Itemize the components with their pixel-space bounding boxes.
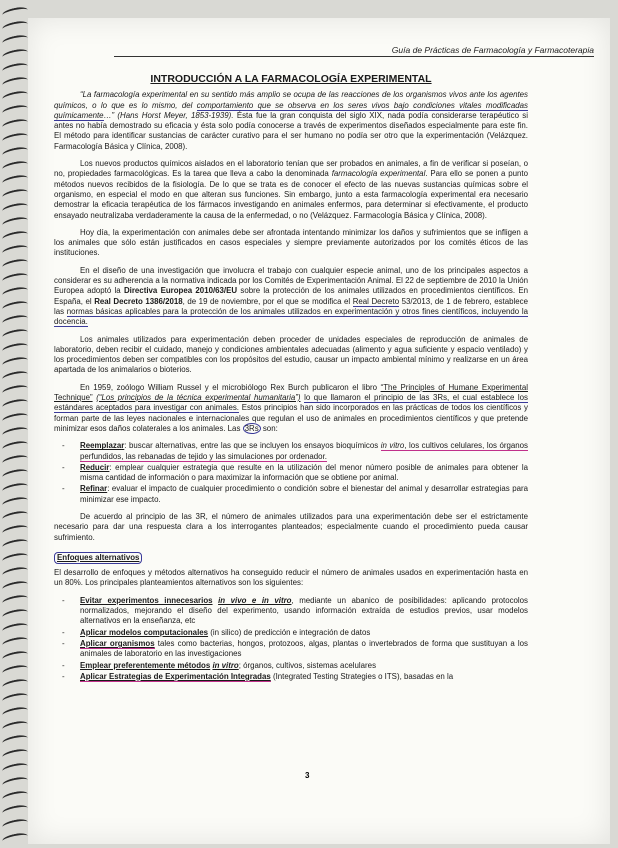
spiral-coil <box>1 467 28 481</box>
paragraph-6: En 1959, zoólogo William Russel y el microbiólogo Rex Burch publicaron el libro “The Principles of Humane Experimental Technique” (“Los principios de la técnica experimental humanitaria”) lo que llamaron el principio de las 3Rs, el cual establece los estándares aceptados para investigar con animales. Estos principios han sido incorporados en las prácticas de todos los científicos y forman parte de las leyes nacionales e internacionales que regulan el uso de animales en procedimientos científicos y que pretende minimizar esos daños colaterales a los animales. Las 3Rs son: <box>54 382 528 433</box>
spiral-coil <box>1 621 28 635</box>
spiral-coil <box>1 523 28 537</box>
spiral-coil <box>1 103 28 117</box>
spiral-coil <box>1 677 28 691</box>
paragraph-7: De acuerdo al principio de las 3R, el número de animales utilizados para una experimentación debe ser el estrictamente necesario para dar una respuesta clara a los interrogantes planteados; especialmente cuando el procedimiento pueda causar sufrimiento. <box>54 511 528 542</box>
spiral-coil <box>1 803 28 817</box>
spiral-coil <box>1 761 28 775</box>
spiral-coil <box>1 789 28 803</box>
spiral-coil <box>1 593 28 607</box>
spiral-coil <box>1 705 28 719</box>
list-item: - Refinar: evaluar el impacto de cualquier procedimiento o condición sobre el bienestar del animal y desarrollar estrategias para minimizar ese impacto. <box>70 484 528 505</box>
spiral-coil <box>1 61 28 75</box>
spiral-coil <box>1 187 28 201</box>
spiral-coil <box>1 663 28 677</box>
spiral-coil <box>1 635 28 649</box>
spiral-coil <box>1 327 28 341</box>
spiral-coil <box>1 33 28 47</box>
spiral-coil <box>1 831 28 845</box>
spiral-coil <box>1 495 28 509</box>
spiral-coil <box>1 75 28 89</box>
spiral-coil <box>1 173 28 187</box>
paragraph-4: En el diseño de una investigación que involucra el trabajo con cualquier especie animal, uno de los principales aspectos a considerar es su adherencia a la normativa indicada por los Comités de Experimentación Animal. El 22 de septiembre de 2010 la Unión Europea adoptó la Directiva Europea 2010/63/EU sobre la protección de los animales utilizados en procedimientos científicos. En España, el Real Decreto 1386/2018, de 19 de noviembre, por el que se modifica el Real Decreto 53/2013, de 1 de febrero, establece las normas básicas aplicables para la protección de los animales utilizados en experimentación y otros fines científicos, incluyendo la docencia. <box>54 265 528 327</box>
spiral-coil <box>1 19 28 33</box>
spiral-coil <box>1 89 28 103</box>
3rs-circled: 3Rs <box>244 423 259 433</box>
page-title: INTRODUCCIÓN A LA FARMACOLOGÍA EXPERIMENTAL <box>150 73 432 85</box>
spiral-coil <box>1 817 28 831</box>
running-header: Guía de Prácticas de Farmacología y Farmacoterapia <box>114 45 594 57</box>
list-item: - Reducir: emplear cualquier estrategia que resulte en la utilización del menor número posible de animales para obtener la misma cantidad de información o para maximizar la información que se obtiene por animal. <box>70 463 528 484</box>
spiral-coil <box>1 551 28 565</box>
alternatives-list <box>54 596 528 682</box>
spiral-coil <box>1 215 28 229</box>
spiral-coil <box>1 341 28 355</box>
list-item: - Aplicar organismos tales como bacterias, hongos, protozoos, algas, plantas o invertebrados de forma que sustituyan a los animales de laboratorio en las investigaciones <box>70 639 528 660</box>
spiral-coil <box>1 719 28 733</box>
section-heading: Enfoques alternativos <box>54 552 142 564</box>
spiral-coil <box>1 369 28 383</box>
spiral-coil <box>1 509 28 523</box>
spiral-coil <box>1 733 28 747</box>
spiral-coil <box>1 439 28 453</box>
spiral-coil <box>1 201 28 215</box>
spiral-coil <box>1 411 28 425</box>
spiral-coil <box>1 257 28 271</box>
spiral-coil <box>1 747 28 761</box>
spiral-coil <box>1 481 28 495</box>
spiral-coil <box>1 313 28 327</box>
spiral-coil <box>1 131 28 145</box>
spiral-coil <box>1 397 28 411</box>
paragraph-3: Hoy día, la experimentación con animales debe ser afrontada intentando minimizar los daños y sufrimientos que se infligen a los animales que sólo están justificados en casos especiales y siempre previamente autorizados por los comités éticos de las instituciones. <box>54 227 528 258</box>
page-content <box>54 74 528 689</box>
paragraph-8: El desarrollo de enfoques y métodos alternativos ha conseguido reducir el número de animales usados en experimentación hasta en un 80%. Los principales planteamientos alternativos son los siguientes: <box>54 568 528 588</box>
spiral-coil <box>1 537 28 551</box>
spiral-coil <box>1 5 28 19</box>
spiral-coil <box>1 425 28 439</box>
3rs-list <box>54 441 528 505</box>
list-item: - Evitar experimentos innecesarios in vivo e in vitro, mediante un abanico de posibilidades: aplicando protocolos normalizados, mejorando el diseño del experimento, usando información extraída de estudios previos, usar modelos alternativos en la enseñanza, etc <box>70 596 528 627</box>
spiral-coil <box>1 383 28 397</box>
list-item: - Aplicar modelos computacionales (in silico) de predicción e integración de datos <box>70 628 528 638</box>
spiral-coil <box>1 579 28 593</box>
spiral-coil <box>1 243 28 257</box>
page-number: 3 <box>305 771 310 780</box>
spiral-coil <box>1 649 28 663</box>
spiral-coil <box>1 775 28 789</box>
list-item: - Aplicar Estrategias de Experimentación Integradas (Integrated Testing Strategies o ITS), basadas en la <box>70 672 528 682</box>
spiral-coil <box>1 271 28 285</box>
spiral-coil <box>1 47 28 61</box>
spiral-coil <box>1 565 28 579</box>
spiral-coil <box>1 453 28 467</box>
paragraph-2: Los nuevos productos químicos aislados en el laboratorio tenían que ser probados en animales, a fin de verificar si poseían, o no, propiedades farmacológicas. Es la tarea que lleva a cabo la denominada farmacología experimental. Para ello se ponen a punto métodos nuevos recibidos de la fisiología. De lo que se trata es de conocer el efecto de las nuevas sustancias químicas sobre el organismo, en especial el modo en que alteran sus funciones. Sin embargo, junto a esta farmacología experimental era necesario demostrar la eficacia terapéutica de los fármacos investigando en animales enfermos, para determinar si efectivamente, el producto ensayado neutralizaba verdaderamente la causa de la enfermedad, o no (Velázquez. Farmacología Básica y Clínica, 2008). <box>54 159 528 220</box>
spiral-coil <box>1 145 28 159</box>
list-item: - Emplear preferentemente métodos in vitro; órganos, cultivos, sistemas acelulares <box>70 661 528 671</box>
spiral-coil <box>1 691 28 705</box>
spiral-coil <box>1 117 28 131</box>
spiral-coil <box>1 159 28 173</box>
spiral-coil <box>1 229 28 243</box>
spiral-coil <box>1 299 28 313</box>
paragraph-5: Los animales utilizados para experimentación deben proceder de unidades especiales de reproducción de animales de laboratorio, deben recibir el cuidado, manejo y condiciones ambientales adecuadas (alimento y agua suficiente y espacio ventilado) y los procedimientos deben ser compatibles con los propósitos del estudio, causar un impacto ambiental mínimo y realizarse en un área apartada de los animalarios o bioterios. <box>54 334 528 375</box>
spiral-coil <box>1 355 28 369</box>
spiral-coil <box>1 607 28 621</box>
paragraph-1: “La farmacología experimental en su sentido más amplio se ocupa de las reacciones de los organismos vivos ante los agentes químicos, o lo que es lo mismo, del comportamiento que se observa en los seres vivos bajo condiciones vitales modificadas químicamente…” (Hans Horst Meyer, 1853-1939). Ésta fue la gran conquista del siglo XIX, nada podía considerarse terapéutico si antes no había demostrado su eficacia y ésta solo podía conocerse a través de experimentos diseñados especialmente para este fin. El método para identificar sustancias de carácter curativo para el ser humano no podía ser otro que la experimentación (Velázquez. Farmacología Básica y Clínica, 2008). <box>54 90 528 151</box>
spiral-binding <box>0 0 30 848</box>
spiral-coil <box>1 285 28 299</box>
list-item: - Reemplazar: buscar alternativas, entre las que se incluyen los ensayos bioquímicos in vitro, los cultivos celulares, los órganos perfundidos, las rebanadas de tejido y las simulaciones por ordenador. <box>70 441 528 462</box>
